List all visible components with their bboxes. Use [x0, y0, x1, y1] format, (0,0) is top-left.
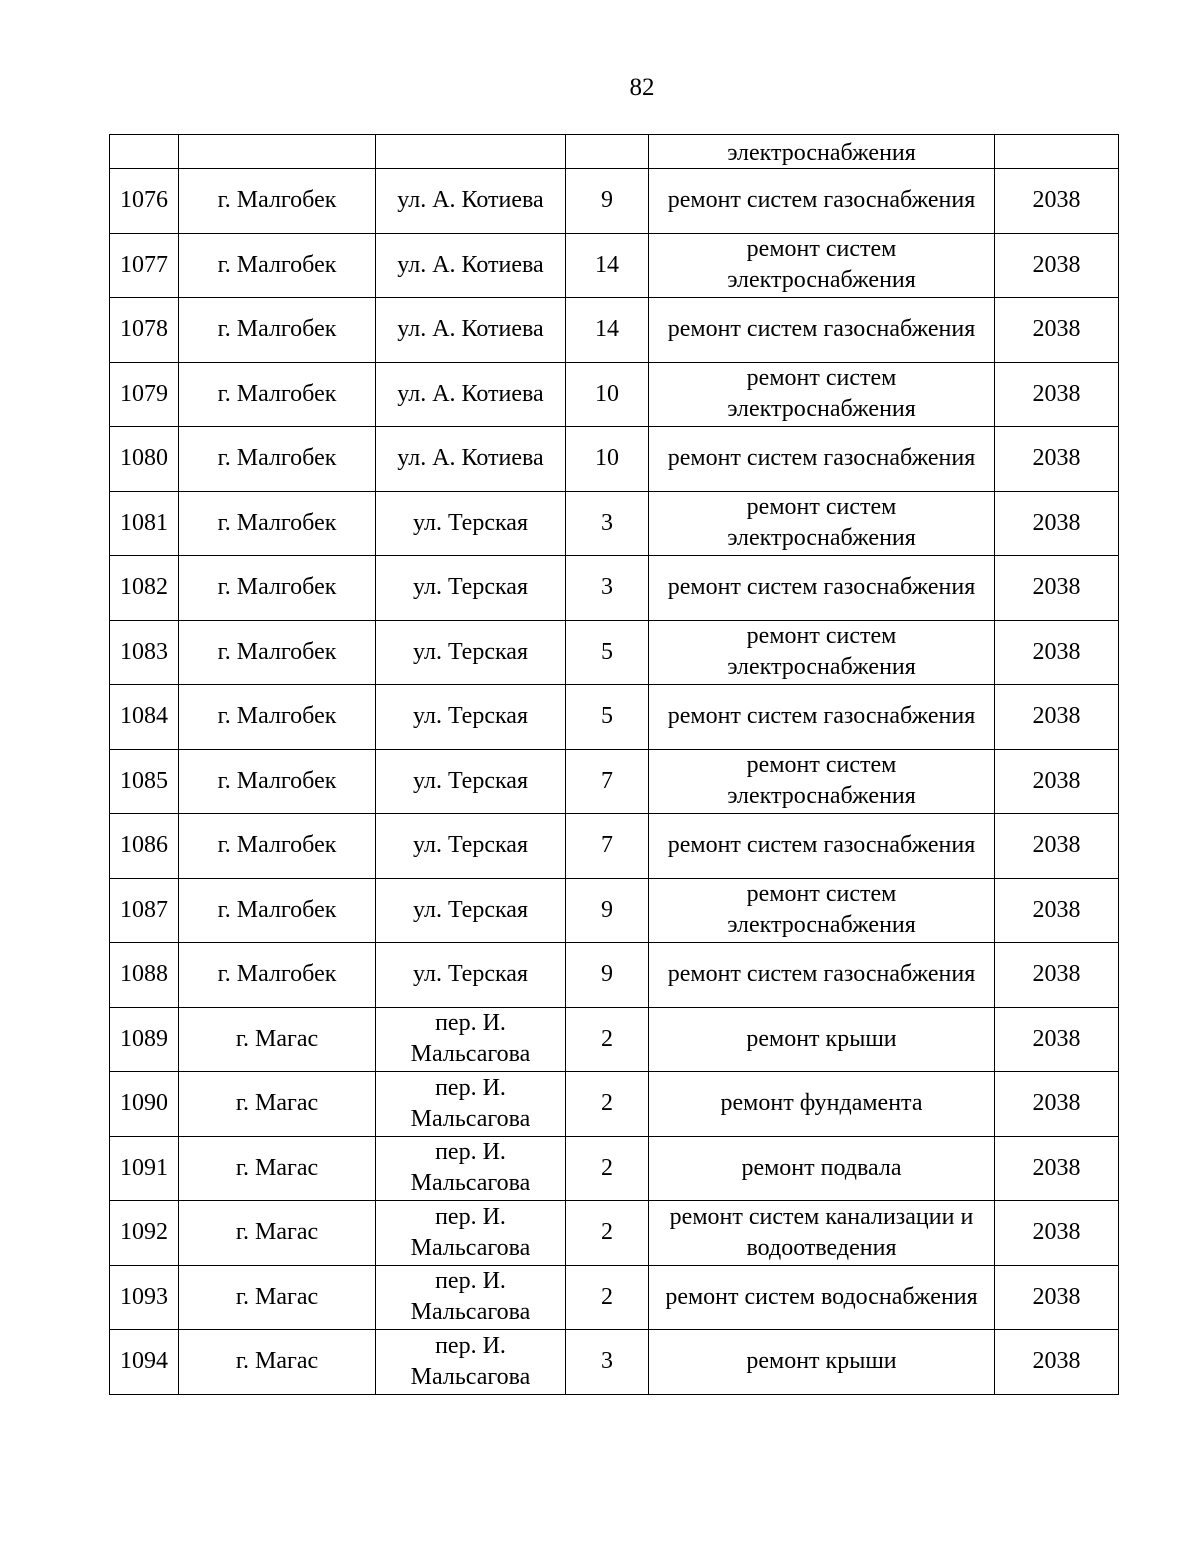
cell-city: г. Малгобек: [179, 878, 376, 943]
cell-year: 2038: [995, 491, 1119, 556]
cell-city: г. Малгобек: [179, 427, 376, 492]
cell-street: пер. И. Мальсагова: [376, 1072, 566, 1137]
table-row: [110, 233, 1119, 298]
cell-work: ремонт систем газоснабжения: [649, 298, 995, 363]
cell-street: пер. И. Мальсагова: [376, 1265, 566, 1330]
table-row: [110, 749, 1119, 814]
cell-num: 1077: [110, 233, 179, 298]
cell-work: ремонт систем электроснабжения: [649, 233, 995, 298]
cell-num: 1090: [110, 1072, 179, 1137]
cell-year: 2038: [995, 685, 1119, 750]
cell-street: ул. Терская: [376, 620, 566, 685]
table-row: [110, 943, 1119, 1008]
cell-city: г. Малгобек: [179, 556, 376, 621]
cell-house: 14: [566, 233, 649, 298]
cell-num: [110, 135, 179, 169]
cell-city: г. Малгобек: [179, 685, 376, 750]
cell-house: 5: [566, 620, 649, 685]
cell-work: ремонт систем газоснабжения: [649, 685, 995, 750]
cell-num: 1094: [110, 1330, 179, 1395]
cell-street: ул. Терская: [376, 878, 566, 943]
cell-work: ремонт фундамента: [649, 1072, 995, 1137]
table-row: [110, 362, 1119, 427]
cell-street: пер. И. Мальсагова: [376, 1136, 566, 1201]
cell-street: пер. И. Мальсагова: [376, 1330, 566, 1395]
cell-city: г. Магас: [179, 1136, 376, 1201]
cell-house: 2: [566, 1072, 649, 1137]
cell-year: 2038: [995, 298, 1119, 363]
cell-city: [179, 135, 376, 169]
cell-city: г. Малгобек: [179, 814, 376, 879]
cell-work: ремонт систем газоснабжения: [649, 427, 995, 492]
cell-work: ремонт систем водоснабжения: [649, 1265, 995, 1330]
table-row: [110, 1330, 1119, 1395]
cell-house: 2: [566, 1265, 649, 1330]
cell-work: ремонт систем электроснабжения: [649, 749, 995, 814]
cell-year: 2038: [995, 1265, 1119, 1330]
cell-city: г. Малгобек: [179, 298, 376, 363]
cell-year: 2038: [995, 814, 1119, 879]
cell-city: г. Малгобек: [179, 620, 376, 685]
cell-street: ул. А. Котиева: [376, 169, 566, 234]
cell-year: 2038: [995, 1072, 1119, 1137]
cell-num: 1081: [110, 491, 179, 556]
cell-house: 9: [566, 943, 649, 1008]
cell-work: ремонт систем газоснабжения: [649, 556, 995, 621]
cell-work: ремонт систем электроснабжения: [649, 491, 995, 556]
cell-num: 1092: [110, 1201, 179, 1266]
cell-street: ул. Терская: [376, 685, 566, 750]
cell-house: 2: [566, 1201, 649, 1266]
cell-city: г. Магас: [179, 1007, 376, 1072]
cell-work: ремонт систем газоснабжения: [649, 943, 995, 1008]
cell-city: г. Малгобек: [179, 491, 376, 556]
cell-work: ремонт систем канализации и водоотведения: [649, 1201, 995, 1266]
cell-year: 2038: [995, 1136, 1119, 1201]
cell-house: 3: [566, 1330, 649, 1395]
cell-work: ремонт систем электроснабжения: [649, 878, 995, 943]
table-row: [110, 1007, 1119, 1072]
cell-street: ул. А. Котиева: [376, 427, 566, 492]
cell-year: 2038: [995, 943, 1119, 1008]
cell-year: 2038: [995, 169, 1119, 234]
table-row: [110, 1265, 1119, 1330]
cell-house: 9: [566, 878, 649, 943]
cell-city: г. Магас: [179, 1265, 376, 1330]
cell-house: 2: [566, 1136, 649, 1201]
table-row: [110, 1072, 1119, 1137]
cell-num: 1089: [110, 1007, 179, 1072]
cell-work: ремонт подвала: [649, 1136, 995, 1201]
carry-over-row: [110, 135, 1119, 169]
cell-num: 1084: [110, 685, 179, 750]
cell-work: ремонт крыши: [649, 1330, 995, 1395]
works-table: [109, 134, 1119, 1395]
cell-house: 7: [566, 749, 649, 814]
cell-year: 2038: [995, 233, 1119, 298]
cell-street: ул. Терская: [376, 943, 566, 1008]
cell-house: 10: [566, 427, 649, 492]
cell-street: пер. И. Мальсагова: [376, 1201, 566, 1266]
cell-work: электроснабжения: [649, 135, 995, 169]
table-row: [110, 427, 1119, 492]
cell-num: 1085: [110, 749, 179, 814]
cell-num: 1086: [110, 814, 179, 879]
cell-street: ул. Терская: [376, 749, 566, 814]
table-row: [110, 685, 1119, 750]
cell-num: 1079: [110, 362, 179, 427]
page-number: 82: [629, 74, 655, 101]
cell-street: пер. И. Мальсагова: [376, 1007, 566, 1072]
cell-num: 1093: [110, 1265, 179, 1330]
cell-work: ремонт систем газоснабжения: [649, 169, 995, 234]
cell-num: 1078: [110, 298, 179, 363]
cell-year: 2038: [995, 1201, 1119, 1266]
table-row: [110, 1201, 1119, 1266]
cell-house: 2: [566, 1007, 649, 1072]
cell-house: 10: [566, 362, 649, 427]
cell-street: ул. Терская: [376, 491, 566, 556]
cell-city: г. Магас: [179, 1330, 376, 1395]
cell-year: 2038: [995, 749, 1119, 814]
cell-house: 7: [566, 814, 649, 879]
cell-house: 14: [566, 298, 649, 363]
cell-house: 3: [566, 491, 649, 556]
cell-city: г. Малгобек: [179, 943, 376, 1008]
cell-num: 1076: [110, 169, 179, 234]
table-row: [110, 1136, 1119, 1201]
cell-street: ул. Терская: [376, 556, 566, 621]
works-table-body: [110, 135, 1119, 1395]
cell-house: [566, 135, 649, 169]
cell-work: ремонт систем электроснабжения: [649, 620, 995, 685]
cell-num: 1083: [110, 620, 179, 685]
cell-year: 2038: [995, 362, 1119, 427]
cell-year: 2038: [995, 620, 1119, 685]
cell-num: 1091: [110, 1136, 179, 1201]
cell-city: г. Магас: [179, 1201, 376, 1266]
table-row: [110, 298, 1119, 363]
cell-work: ремонт систем газоснабжения: [649, 814, 995, 879]
cell-city: г. Малгобек: [179, 749, 376, 814]
table-row: [110, 491, 1119, 556]
cell-house: 3: [566, 556, 649, 621]
cell-city: г. Магас: [179, 1072, 376, 1137]
cell-year: 2038: [995, 556, 1119, 621]
cell-num: 1082: [110, 556, 179, 621]
table-row: [110, 556, 1119, 621]
cell-num: 1088: [110, 943, 179, 1008]
cell-year: 2038: [995, 1330, 1119, 1395]
cell-city: г. Малгобек: [179, 362, 376, 427]
cell-house: 5: [566, 685, 649, 750]
table-row: [110, 620, 1119, 685]
cell-city: г. Малгобек: [179, 169, 376, 234]
cell-work: ремонт крыши: [649, 1007, 995, 1072]
table-row: [110, 878, 1119, 943]
cell-num: 1087: [110, 878, 179, 943]
cell-year: [995, 135, 1119, 169]
cell-work: ремонт систем электроснабжения: [649, 362, 995, 427]
cell-street: ул. А. Котиева: [376, 298, 566, 363]
cell-num: 1080: [110, 427, 179, 492]
cell-street: ул. Терская: [376, 814, 566, 879]
table-row: [110, 814, 1119, 879]
cell-street: ул. А. Котиева: [376, 362, 566, 427]
cell-street: ул. А. Котиева: [376, 233, 566, 298]
table-row: [110, 169, 1119, 234]
cell-street: [376, 135, 566, 169]
cell-house: 9: [566, 169, 649, 234]
cell-city: г. Малгобек: [179, 233, 376, 298]
cell-year: 2038: [995, 878, 1119, 943]
cell-year: 2038: [995, 1007, 1119, 1072]
cell-year: 2038: [995, 427, 1119, 492]
